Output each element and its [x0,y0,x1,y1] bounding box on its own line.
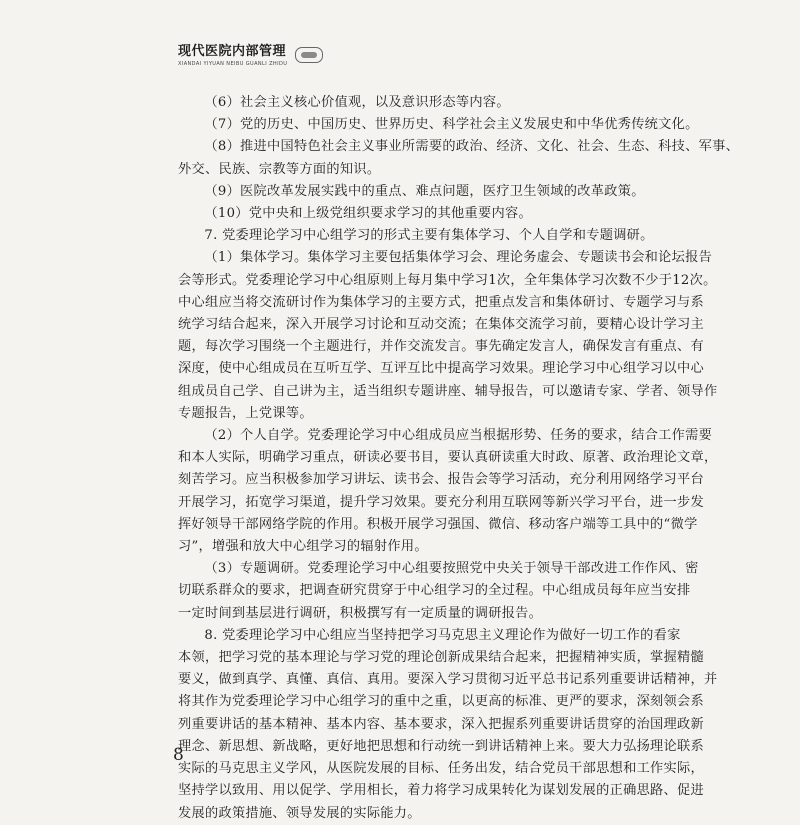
seal-badge-inner [301,52,317,58]
paragraph-line: （8）推进中国特色社会主义事业所需要的政治、经济、文化、社会、生态、科技、军事、 [204,139,740,155]
paragraph-line: 题，每次学习围绕一个主题进行，并作交流发言。事先确定发言人，确保发言有重点、有 [178,339,705,355]
book-title: 现代医院内部管理 [178,44,287,59]
paragraph-line: 一定时间到基层进行调研，积极撰写有一定质量的调研报告。 [178,605,543,621]
paragraph [178,247,786,425]
paragraph-line: （3）专题调研。党委理论学习中心组要按照党中央关于领导干部改进工作作风、密 [204,561,699,577]
paragraph-line: （1）集体学习。集体学习主要包括集体学习会、理论务虚会、专题读书会和论坛报告 [204,250,713,266]
paragraph-line: 列重要讲话的基本精神、基本内容、基本要求，深入把握系列重要讲话贯穿的治国理政新 [178,716,705,732]
header-titles [178,44,287,68]
paragraph-line: 8. 党委理论学习中心组应当坚持把学习马克思主义理论作为做好一切工作的看家 [204,627,681,643]
paragraph-line: 实际的马克思主义学风，从医院发展的目标、任务出发，结合党员干部思想和工作实际， [178,761,705,777]
paragraph-line: 切联系群众的要求，把调查研究贯穿于中心组学习的全过程。中心组成员每年应当安排 [178,583,691,599]
paragraph-line: 理念、新思想、新战略，更好地把思想和行动统一到讲话精神上来。要大力弘扬理论联系 [178,738,705,754]
paragraph-line: 深度，使中心组成员在互听互学、互评互比中提高学习效果。理论学习中心组学习以中心 [178,361,705,377]
page-number: 8 [173,745,184,765]
paragraph [178,92,786,114]
paragraph-line: 将其作为党委理论学习中心组学习的重中之重，以更高的标准、更严的要求，深刻领会系 [178,694,705,710]
paragraph [178,558,786,625]
paragraph [178,181,786,203]
paragraph-line: 7. 党委理论学习中心组学习的形式主要有集体学习、个人自学和专题调研。 [204,228,654,244]
paragraph-line: 开展学习，拓宽学习渠道，提升学习效果。要充分利用互联网等新兴学习平台，进一步发 [178,494,705,510]
paragraph [178,625,786,825]
paragraph-line: 组成员自己学、自己讲为主，适当组织专题讲座、辅导报告，可以邀请专家、学者、领导作 [178,383,718,399]
paragraph-line: 习”，增强和放大中心组学习的辐射作用。 [178,539,428,555]
paragraph [178,114,786,136]
paragraph-line: （6）社会主义核心价值观，以及意识形态等内容。 [204,95,510,110]
paragraph [178,136,786,180]
paragraph [178,425,786,558]
paragraph-line: 专题报告，上党课等。 [178,405,313,421]
paragraph-line: 要义，做到真学、真懂、真信、真用。要深入学习贯彻习近平总书记系列重要讲话精神，并 [178,672,718,688]
paragraph-line: （7）党的历史、中国历史、世界历史、科学社会主义发展史和中华优秀传统文化。 [204,117,699,133]
paragraph-line: 发展的政策措施、领导发展的实际能力。 [178,805,421,821]
body-text [178,92,786,825]
paragraph-line: 刻苦学习。应当积极参加学习讲坛、读书会、报告会等学习活动，充分利用网络学习平台 [178,472,705,488]
paragraph-line: 和本人实际，明确学习重点，研读必要书目，要认真研读重大时政、原著、政治理论文章， [178,450,718,466]
paragraph [178,225,786,247]
running-header [178,44,323,68]
paragraph-line: 中心组应当将交流研讨作为集体学习的主要方式，把重点发言和集体研讨、专题学习与系 [178,294,705,310]
paragraph-line: 挥好领导干部网络学院的作用。积极开展学习强国、微信、移动客户端等工具中的“微学 [178,516,698,532]
paragraph-line: （9）医院改革发展实践中的重点、难点问题，医疗卫生领域的改革政策。 [204,183,645,199]
paragraph-line: （2）个人自学。党委理论学习中心组成员应当根据形势、任务的要求，结合工作需要 [204,428,713,444]
book-subtitle-pinyin: XIANDAI YIYUAN NEIBU GUANLI ZHIDU [178,61,288,67]
paragraph-line: 坚持学以致用、用以促学、学用相长，着力将学习成果转化为谋划发展的正确思路、促进 [178,783,705,799]
paragraph-line: 外交、民族、宗教等方面的知识。 [178,161,381,177]
paragraph [178,203,786,225]
seal-badge-icon [295,47,323,63]
paragraph-line: （10）党中央和上级党组织要求学习的其他重要内容。 [204,206,532,222]
paragraph-line: 会等形式。党委理论学习中心组原则上每月集中学习1次，全年集体学习次数不少于12次。 [178,272,717,288]
paragraph-line: 本领，把学习党的基本理论与学习党的理论创新成果结合起来，把握精神实质，掌握精髓 [178,650,705,666]
paragraph-line: 统学习结合起来，深入开展学习讨论和互动交流；在集体交流学习前，要精心设计学习主 [178,317,705,333]
